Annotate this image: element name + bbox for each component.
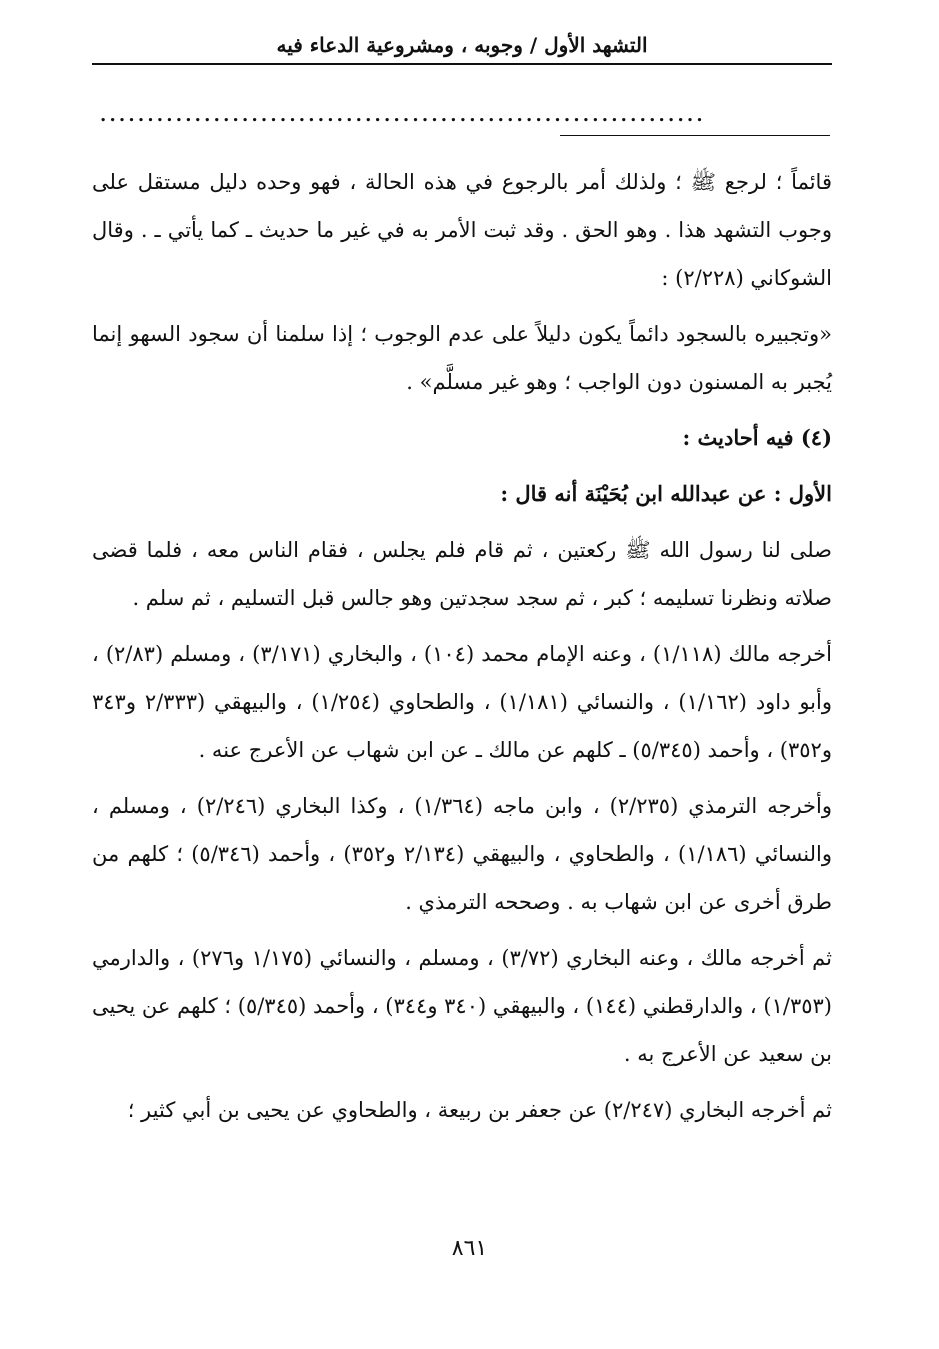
running-header: التشهد الأول / وجوبه ، ومشروعية الدعاء فيه [276,33,648,57]
dotted-separator: ................................................................ [100,106,706,126]
page-number: ٨٦١ [451,1236,488,1261]
hadith-heading: الأول : عن عبدالله ابن بُحَيْنَة أنه قال : [500,481,832,506]
page-body [92,158,832,1142]
header-rule [92,63,832,65]
takhrij-paragraph: ثم أخرجه مالك ، وعنه البخاري (٣/٧٢) ، ومسلم ، والنسائي (١/١٧٥ و٢٧٦) ، والدارمي (١/٣٥٣) ، والدارقطني (١٤٤) ، والبيهقي (٣٤٠ و٣٤٤) ، وأحمد (٥/٣٤٥) ؛ كلهم عن يحيى بن سعيد عن الأعرج به . [92,946,832,1066]
takhrij-paragraph: وأخرجه الترمذي (٢/٢٣٥) ، وابن ماجه (١/٣٦٤) ، وكذا البخاري (٢/٢٤٦) ، ومسلم ، والنسائي (١/١٨٦) ، والطحاوي ، والبيهقي (٢/١٣٤ و٣٥٢) ، وأحمد (٥/٣٤٦) ؛ كلهم من طرق أخرى عن ابن شهاب به . وصححه الترمذي . [92,794,833,914]
takhrij-paragraph: ثم أخرجه البخاري (٢/٢٤٧) عن جعفر بن ربيعة ، والطحاوي عن يحيى بن أبي كثير ؛ [127,1098,832,1122]
quote-paragraph: «وتجبيره بالسجود دائماً يكون دليلاً على عدم الوجوب ؛ إذا سلمنا أن سجود السهو إنما يُجبر به المسنون دون الواجب ؛ وهو غير مسلَّم» . [92,322,832,394]
paragraph: قائماً ؛ لرجع ﷺ ؛ ولذلك أمر بالرجوع في هذه الحالة ، فهو وحده دليل مستقل على وجوب التشهد هذا . وهو الحق . وقد ثبت الأمر به في غير ما حديث ـ كما يأتي ـ . وقال الشوكاني (٢/٢٢٨) : [92,170,832,290]
hadith-text: صلى لنا رسول الله ﷺ ركعتين ، ثم قام فلم يجلس ، فقام الناس معه ، فلما قضى صلاته ونظرنا تسليمه ؛ كبر ، ثم سجد سجدتين وهو جالس قبل التسليم ، ثم سلم . [92,538,832,610]
section-heading: (٤) فيه أحاديث : [682,425,832,450]
footnote-rule [560,135,830,136]
takhrij-paragraph: أخرجه مالك (١/١١٨) ، وعنه الإمام محمد (١٠٤) ، والبخاري (٣/١٧١) ، ومسلم (٢/٨٣) ، وأبو داود (١/١٦٢) ، والنسائي (١/١٨١) ، والطحاوي (١/٢٥٤) ، والبيهقي (٢/٣٣٣ و٣٤٣ و٣٥٢) ، وأحمد (٥/٣٤٥) ـ كلهم عن مالك ـ عن ابن شهاب عن الأعرج عنه . [92,642,832,762]
